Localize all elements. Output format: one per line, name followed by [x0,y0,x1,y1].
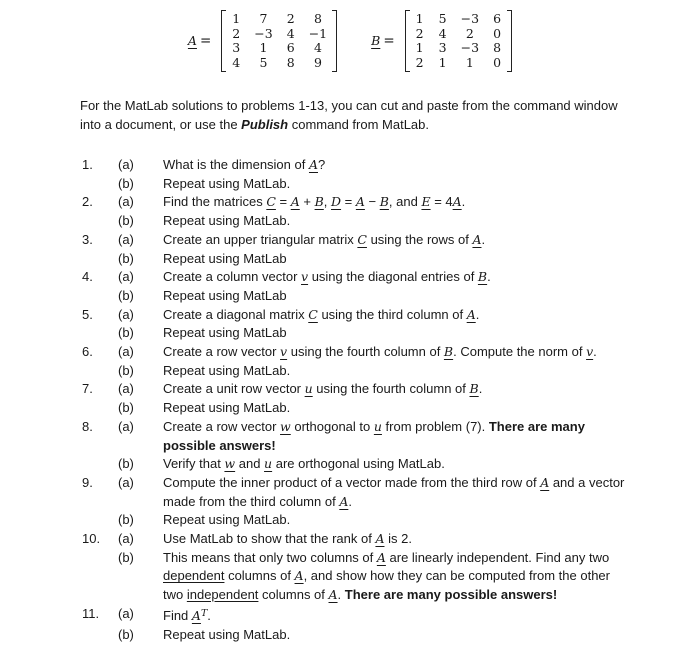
text-segment: , and [388,194,422,210]
matrix-entry: 5 [259,54,268,70]
text-segment: using the fourth column of [312,381,470,397]
problem-number: 4. [82,269,93,285]
matrix-entry: 1 [259,40,268,55]
text-segment: Create a column vector [163,269,302,285]
problem-number: 11. [82,605,100,621]
problem-part-row [82,418,662,455]
matrix-block [371,10,512,72]
problem-number [82,324,118,343]
matrix-bracket-right [332,10,337,72]
text-segment: Find [163,607,192,623]
problem-number: 3. [82,231,93,247]
text-segment: . [337,587,345,603]
problem-number [82,287,118,306]
part-text [163,231,631,250]
matrix-entry: −3 [460,40,480,55]
text-segment: Repeat using MatLab. [163,213,291,229]
math-symbol: u [373,418,382,434]
problem-part-row [82,511,662,530]
problem-number [82,626,118,645]
text-segment: Create a row vector [163,344,281,360]
text-segment: Repeat using MatLab. [163,362,291,378]
part-text [163,474,631,511]
text-segment: Compute the inner product of a vector made from the third row of [163,474,541,490]
matrix-grid [226,10,332,72]
text-segment: Create a unit row vector [163,381,305,397]
text-segment: − [364,194,380,210]
problem-number: 7. [82,381,93,397]
math-symbol: D [331,194,342,210]
text-segment: Use MatLab to show that the rank of [163,531,376,547]
problem-part-row [82,156,662,175]
matrix-block [188,10,337,72]
part-text [163,626,631,645]
part-letter: (b) [118,287,134,303]
matrix-entry: −3 [460,11,480,26]
problem-number: 8. [82,418,93,434]
matrix-entry: 5 [438,11,447,26]
problem-part-row [82,287,662,306]
part-letter: (b) [118,456,134,472]
text-segment: command from MatLab. [288,117,429,132]
text-segment: Publish [241,117,289,132]
part-text [163,306,631,325]
problem-number: 2. [82,194,93,210]
text-segment: There are many possible answers! [163,418,585,453]
text-segment: Verify that [163,456,225,472]
text-segment: Create a diagonal matrix [163,306,309,322]
part-text [163,455,631,474]
part-text [163,193,631,212]
math-symbol: B [469,381,479,397]
text-segment: , and show how they can be computed from the other two [163,568,610,603]
part-text [163,605,631,626]
text-segment: = [275,194,291,210]
text-segment: Find the matrices [163,194,267,210]
text-segment: Create a row vector [163,418,281,434]
matrix-entry: −1 [308,25,328,41]
part-letter: (b) [118,175,134,191]
part-letter: (b) [118,400,134,416]
text-segment: dependent [163,568,225,584]
matrix-entry: 1 [232,11,241,26]
matrix-bracket-right [507,10,512,72]
problem-number: 10. [82,531,101,547]
matrix-entry: 3 [232,40,241,55]
math-symbol: A [540,474,550,490]
problem-part-row [82,212,662,231]
matrix-entry: 2 [232,25,241,41]
part-letter: (a) [118,157,134,172]
intro-paragraph [80,96,640,134]
problem-part-row [82,399,662,418]
text-segment: Repeat using MatLab. [163,400,291,416]
problem-number: 9. [82,474,93,490]
matrix-entry: 2 [286,11,295,26]
math-symbol: A [375,531,385,547]
text-segment: using the third column of [317,306,467,322]
text-segment: This means that only two columns of [163,549,377,565]
math-symbol: A [290,194,300,210]
part-letter: (b) [118,626,134,642]
part-text [163,324,631,343]
matrix-entry: 8 [286,54,295,70]
part-text [163,511,631,530]
text-segment: columns of [224,568,295,584]
part-text [163,530,631,549]
matrix-entry: 0 [493,25,502,41]
math-symbol: A [355,194,365,210]
text-segment: Repeat using MatLab. [163,626,291,642]
text-segment: For the MatLab solutions to problems 1-13, you can cut and paste from the command window into a document, or use the [80,98,618,132]
text-segment: . [475,306,480,322]
part-text [163,362,631,381]
part-letter: (a) [118,381,134,397]
text-segment: independent [186,587,259,603]
text-segment: = 4 [430,194,453,210]
matrix [221,10,337,72]
text-segment: What is the dimension of [163,157,309,172]
math-symbol: A [466,306,476,322]
text-segment: from problem (7). [381,418,489,434]
math-symbol: T [200,607,208,619]
problem-number [82,175,118,194]
equals-sign: = [199,33,212,49]
part-letter: (a) [118,474,134,490]
matrix-label [188,33,215,49]
matrix-entry: 8 [313,11,322,26]
part-letter: (b) [118,512,134,528]
text-segment: . Compute the norm of [453,344,587,360]
math-symbol: A [187,33,197,48]
problem-part-row [82,530,662,549]
text-segment: orthogonal to [290,418,374,434]
text-segment: are orthogonal using MatLab. [272,456,445,472]
part-letter: (a) [118,418,134,434]
math-symbol: v [301,269,309,285]
math-symbol: A [328,587,338,603]
part-letter: (a) [118,269,134,285]
part-text [163,212,631,231]
problem-part-row [82,231,662,250]
math-symbol: E [421,194,431,210]
matrix-entry: −3 [254,25,273,41]
problem-number [82,455,118,474]
math-symbol: A [308,157,318,172]
math-symbol: B [477,269,488,285]
matrix-entry: 6 [493,11,502,26]
math-symbol: A [376,549,386,565]
math-symbol: v [280,344,288,360]
part-letter: (a) [118,194,134,210]
text-segment: Repeat using MatLab. [163,175,291,191]
matrix-entry: 7 [259,11,268,26]
problem-number [82,511,118,530]
text-segment: are linearly independent. Find any two [385,549,610,565]
matrix [405,10,512,72]
math-symbol: B [314,194,324,210]
math-symbol: C [308,306,318,322]
problem-part-row [82,474,662,511]
matrix-entry: 3 [438,40,447,55]
math-symbol: B [371,33,381,48]
part-text [163,399,631,418]
math-symbol: B [379,194,389,210]
problem-part-row [82,362,662,381]
problem-number [82,399,118,418]
text-segment: There are many possible answers! [344,587,558,603]
math-symbol: u [264,456,273,472]
math-symbol: A [339,493,349,509]
problem-number: 5. [82,306,93,322]
matrix-entry: 1 [415,40,424,55]
matrix-entry: 6 [286,40,295,55]
text-segment: . [593,344,597,360]
part-text [163,380,631,399]
part-letter: (b) [118,549,134,565]
text-segment: . [487,269,491,285]
text-segment: is 2. [384,531,412,547]
problem-number [82,549,118,605]
matrix-entry: 4 [286,25,295,41]
problem-number [82,250,118,269]
text-segment: = [341,194,356,210]
part-letter: (a) [118,531,134,547]
matrix-entry: 4 [232,54,241,70]
text-segment: using the rows of [366,231,473,247]
problem-part-row [82,549,662,605]
text-segment: Repeat using MatLab [163,250,287,266]
part-text [163,268,631,287]
problems-list [82,156,662,644]
text-segment: . [348,493,352,509]
problem-part-row [82,268,662,287]
text-segment: using the fourth column of [287,344,444,360]
part-text [163,343,631,362]
part-letter: (b) [118,325,134,341]
problem-part-row [82,455,662,474]
matrix-label [371,33,399,49]
part-letter: (b) [118,250,134,266]
part-letter: (b) [118,362,134,378]
part-text [163,549,631,605]
text-segment: ? [318,157,326,172]
matrix-entry: 8 [493,40,502,55]
part-letter: (b) [118,213,134,229]
problem-number: 1. [82,157,93,172]
text-segment: . [478,381,483,397]
matrices-row [0,10,700,72]
problem-part-row [82,306,662,325]
matrix-entry: 4 [438,25,447,41]
part-text [163,175,631,194]
text-segment: using the diagonal entries of [308,269,478,285]
math-symbol: B [443,344,454,360]
text-segment: . [481,231,486,247]
problem-number: 6. [82,344,93,360]
part-letter: (a) [118,605,134,621]
text-segment: . [461,194,466,210]
problem-part-row [82,193,662,212]
matrix-entry: 2 [415,54,424,70]
problem-part-row [82,605,662,626]
part-letter: (a) [118,306,134,322]
text-segment: columns of [258,587,329,603]
part-text [163,287,631,306]
text-segment: Repeat using MatLab [163,287,287,303]
math-symbol: A [294,568,304,584]
problem-part-row [82,626,662,645]
problem-number [82,212,118,231]
math-symbol: w [224,456,236,472]
matrix-entry: 0 [493,54,502,70]
matrix-entry: 4 [313,40,322,55]
text-segment: , [323,194,332,210]
text-segment: Create an upper triangular matrix [163,231,358,247]
part-text [163,250,631,269]
math-symbol: w [280,418,291,434]
problem-part-row [82,250,662,269]
math-symbol: A [191,607,201,623]
part-letter: (a) [118,231,134,247]
matrix-entry: 1 [465,54,474,70]
equals-sign: = [383,33,395,49]
math-symbol: C [266,194,276,210]
part-text [163,156,631,175]
matrix-entry: 1 [438,54,447,70]
matrix-entry: 2 [465,25,474,41]
text-segment: and [235,456,265,472]
problem-number [82,362,118,381]
problem-part-row [82,380,662,399]
text-segment: + [299,194,315,210]
matrix-entry: 2 [415,25,424,41]
text-segment: . [207,607,211,623]
text-segment: and a vector made from the third column of [163,474,625,509]
matrix-entry: 9 [313,54,322,70]
text-segment: Repeat using MatLab [163,325,287,341]
part-text [163,418,631,455]
problem-part-row [82,343,662,362]
math-symbol: A [472,231,482,247]
math-symbol: v [586,344,594,360]
matrix-grid [410,10,507,72]
problem-part-row [82,175,662,194]
matrix-entry: 1 [415,11,424,26]
text-segment: Repeat using MatLab. [163,512,291,528]
math-symbol: A [452,194,462,210]
problem-part-row [82,324,662,343]
math-symbol: u [304,381,313,397]
math-symbol: C [357,231,367,247]
part-letter: (a) [118,344,134,360]
